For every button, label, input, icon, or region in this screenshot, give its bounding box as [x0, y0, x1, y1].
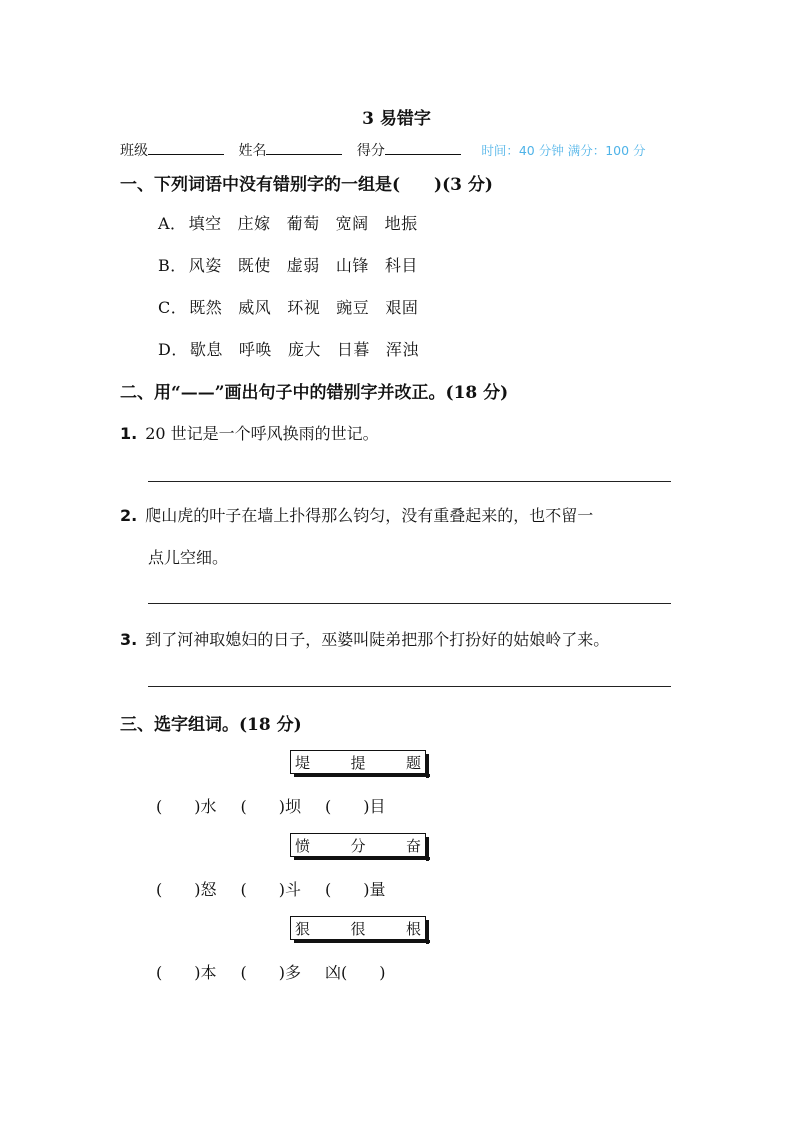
option-label: B．	[158, 256, 187, 275]
score-label: 得分	[356, 143, 385, 159]
page-title: 3 易错字	[362, 109, 431, 129]
char-choice: 愤	[295, 836, 311, 855]
word-blank[interactable]: ( )坝	[240, 797, 301, 816]
section3-heading: 三、选字组词。(18 分)	[120, 715, 302, 735]
section2-heading: 二、用“——”画出句子中的错别字并改正。(18 分)	[120, 383, 509, 403]
question-1	[120, 421, 379, 444]
answer-line-1[interactable]	[148, 481, 671, 482]
section1-heading: 一、下列词语中没有错别字的一组是( )(3 分)	[120, 175, 493, 195]
name-blank[interactable]	[266, 141, 342, 155]
time-info: 时间：40 分钟 满分：100 分	[481, 143, 646, 158]
question-text: 到了河神取媳妇的日子，巫婆叫陡弟把那个打扮好的姑娘岭了来。	[145, 630, 610, 649]
option-c[interactable]	[158, 295, 434, 318]
word-blank[interactable]: ( )目	[325, 797, 386, 816]
word-blank[interactable]: ( )量	[325, 880, 386, 899]
option-word: 日暮	[336, 340, 370, 359]
option-word: 虚弱	[286, 256, 320, 275]
question-number: 1.	[120, 424, 138, 443]
option-word: 葡萄	[286, 214, 320, 233]
word-blank[interactable]: ( )怒	[156, 880, 217, 899]
question-3	[120, 627, 609, 650]
word-blank[interactable]: ( )斗	[240, 880, 301, 899]
word-blank[interactable]: 凶( )	[325, 963, 386, 982]
word-blanks-1	[156, 794, 410, 817]
option-word: 既然	[189, 298, 223, 317]
question-2-continued: 点儿空细。	[148, 548, 229, 567]
option-word: 科目	[384, 256, 418, 275]
char-choice-box-1	[290, 750, 426, 774]
option-a[interactable]	[158, 211, 434, 234]
question-text: 爬山虎的叶子在墙上扑得那么钧匀，没有重叠起来的，也不留一	[145, 506, 594, 525]
question-number: 2.	[120, 506, 138, 525]
option-b[interactable]	[158, 253, 434, 276]
char-choice: 很	[350, 919, 366, 938]
option-word: 浑浊	[385, 340, 419, 359]
option-label: A．	[158, 214, 187, 233]
option-word: 呼唤	[238, 340, 272, 359]
char-choice-box-3	[290, 916, 426, 940]
char-choice: 堤	[295, 753, 311, 772]
word-blank[interactable]: ( )水	[156, 797, 217, 816]
word-blanks-3	[156, 960, 410, 983]
option-word: 宽阔	[335, 214, 369, 233]
score-blank[interactable]	[385, 141, 461, 155]
option-word: 填空	[188, 214, 222, 233]
char-choice: 题	[405, 753, 421, 772]
char-choice: 狠	[295, 919, 311, 938]
option-word: 威风	[238, 298, 272, 317]
answer-line-3[interactable]	[148, 686, 671, 687]
option-word: 山锋	[335, 256, 369, 275]
class-label: 班级	[120, 143, 148, 159]
char-choice: 奋	[405, 836, 421, 855]
option-word: 艰固	[385, 298, 419, 317]
word-blank[interactable]: ( )多	[240, 963, 301, 982]
option-word: 既使	[237, 256, 271, 275]
question-number: 3.	[120, 630, 138, 649]
option-word: 环视	[287, 298, 321, 317]
question-2	[120, 503, 593, 526]
student-info-bar	[120, 140, 646, 160]
class-blank[interactable]	[148, 141, 224, 155]
word-blanks-2	[156, 877, 410, 900]
question-text: 20 世记是一个呼风换雨的世记。	[145, 424, 379, 443]
option-word: 风姿	[188, 256, 222, 275]
option-label: C．	[158, 298, 188, 317]
option-label: D．	[158, 340, 188, 359]
char-choice: 根	[405, 919, 421, 938]
option-word: 庄嫁	[237, 214, 271, 233]
name-label: 姓名	[238, 143, 267, 159]
option-d[interactable]	[158, 337, 435, 360]
option-word: 豌豆	[336, 298, 370, 317]
option-word: 地振	[384, 214, 418, 233]
word-blank[interactable]: ( )本	[156, 963, 217, 982]
option-word: 歇息	[189, 340, 223, 359]
char-choice-box-2	[290, 833, 426, 857]
option-word: 庞大	[287, 340, 321, 359]
char-choice: 提	[350, 753, 366, 772]
answer-line-2[interactable]	[148, 603, 671, 604]
char-choice: 分	[350, 836, 366, 855]
